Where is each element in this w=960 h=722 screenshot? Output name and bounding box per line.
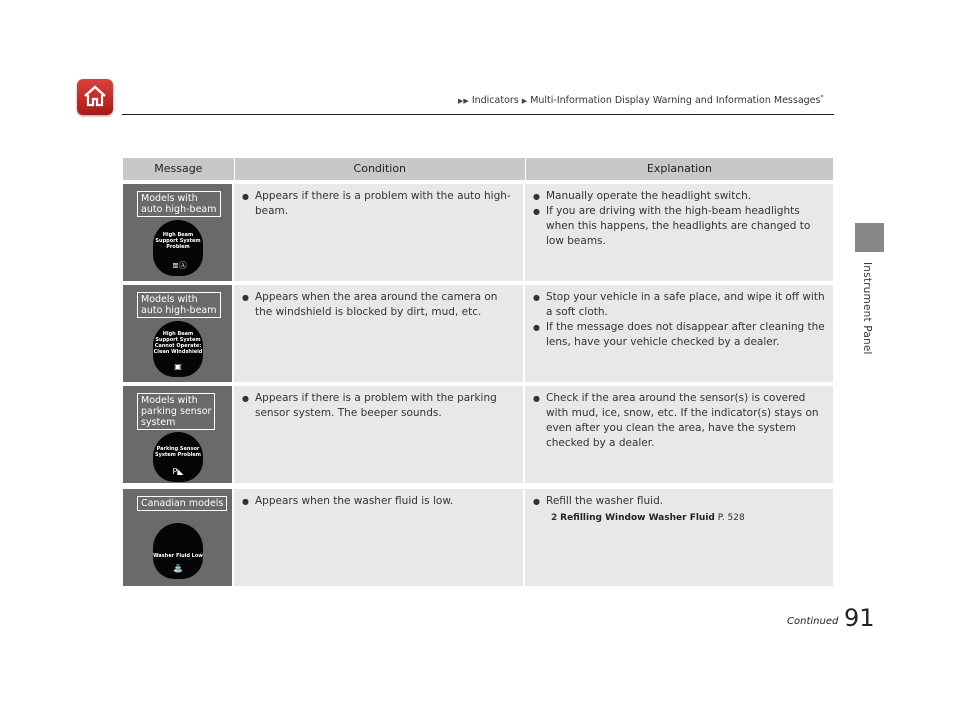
- header-condition: Condition: [235, 158, 526, 180]
- explanation-item: ● Manually operate the headlight switch.: [533, 189, 827, 204]
- header-message: Message: [123, 158, 235, 180]
- table-row: [123, 386, 833, 483]
- cross-reference-link[interactable]: [533, 511, 827, 526]
- message-image-cell: [123, 184, 232, 281]
- explanation-cell: [525, 184, 833, 281]
- home-button[interactable]: [77, 79, 113, 115]
- condition-cell: [234, 285, 523, 382]
- washer-fluid-icon: ⛲: [173, 564, 183, 573]
- condition-cell: [234, 489, 523, 586]
- section-tab-marker: [855, 223, 884, 252]
- breadcrumb-link-messages[interactable]: Multi-Information Display Warning and Information Messages: [530, 95, 821, 107]
- display-screen: [153, 321, 203, 377]
- condition-item: ● Appears when the washer fluid is low.: [242, 494, 517, 509]
- auto-high-beam-icon: ≣Ⓐ: [172, 261, 187, 270]
- parking-sensor-icon: P◣: [172, 467, 184, 476]
- cross-reference-icon: 2: [551, 513, 558, 523]
- display-message-text: High Beam Support System Cannot Operate: Clean Windshield: [153, 331, 203, 355]
- condition-item: ● Appears if there is a problem with the auto high-beam.: [242, 189, 517, 219]
- home-icon: [82, 83, 108, 109]
- table-row: [123, 184, 833, 281]
- table-row: [123, 285, 833, 382]
- explanation-item: ● Check if the area around the sensor(s) is covered with mud, ice, snow, etc. If the indicator(s) stays on even after you clean the area, have the system checked by a dealer.: [533, 391, 827, 451]
- explanation-cell: [525, 489, 833, 586]
- condition-cell: [234, 184, 523, 281]
- page-number: 91: [844, 604, 875, 632]
- message-image-cell: [123, 285, 232, 382]
- message-image-cell: [123, 386, 232, 483]
- display-screen: [153, 523, 203, 579]
- table-header: [123, 158, 833, 180]
- breadcrumb: [458, 94, 823, 106]
- breadcrumb-arrow-icon: ▶▶: [458, 97, 469, 106]
- breadcrumb-arrow-icon: ▶: [521, 97, 528, 106]
- header-explanation: Explanation: [646, 162, 712, 175]
- display-screen: [153, 220, 203, 276]
- display-message-text: Washer Fluid Low: [153, 553, 203, 559]
- explanation-cell: [525, 285, 833, 382]
- cross-reference-page: P. 528: [717, 513, 745, 523]
- condition-cell: [234, 386, 523, 483]
- section-side-label: Instrument Panel: [861, 262, 873, 355]
- header-rule: [122, 114, 834, 115]
- display-screen: [153, 432, 203, 482]
- display-message-text: Parking Sensor System Problem: [154, 446, 202, 458]
- message-image-cell: [123, 489, 232, 586]
- breadcrumb-link-indicators[interactable]: Indicators: [471, 95, 519, 107]
- condition-item: ● Appears when the area around the camera on the windshield is blocked by dirt, mud, etc.: [242, 290, 517, 320]
- explanation-item: ● If the message does not disappear after cleaning the lens, have your vehicle checked by a dealer.: [533, 320, 827, 350]
- explanation-item: ● Refill the washer fluid.: [533, 494, 827, 509]
- breadcrumb-footnote-mark: *: [820, 94, 824, 101]
- display-message-text: High Beam Support System Problem: [155, 232, 201, 250]
- continued-label: Continued: [787, 616, 839, 627]
- condition-item: ● Appears if there is a problem with the parking sensor system. The beeper sounds.: [242, 391, 517, 421]
- explanation-item: ● Stop your vehicle in a safe place, and wipe it off with a soft cloth.: [533, 290, 827, 320]
- cross-reference-title: Refilling Window Washer Fluid: [560, 513, 715, 523]
- table-row: [123, 489, 833, 586]
- model-tag: Canadian models: [137, 496, 227, 511]
- camera-blocked-icon: ▣: [174, 362, 182, 371]
- explanation-cell: [525, 386, 833, 483]
- model-tag: Models with parking sensor system: [137, 393, 215, 430]
- model-tag: Models with auto high-beam: [137, 191, 221, 217]
- explanation-item: ● If you are driving with the high-beam headlights when this happens, the headlights are changed to low beams.: [533, 204, 827, 249]
- model-tag: Models with auto high-beam: [137, 292, 221, 318]
